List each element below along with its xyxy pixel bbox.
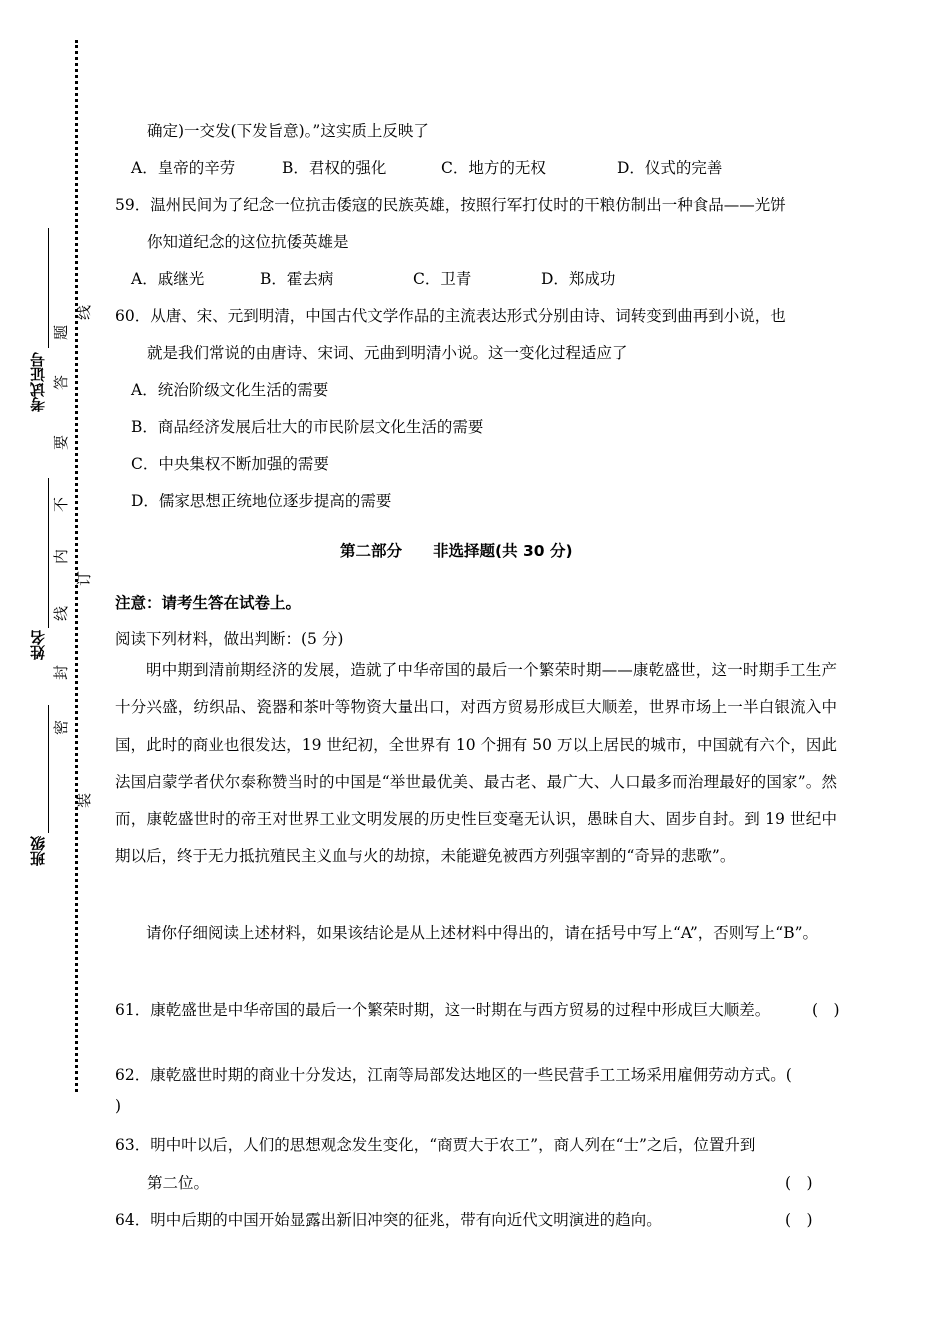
name-label: 姓名 (29, 630, 47, 660)
q62-answer-blank-tail[interactable]: ) (115, 1097, 122, 1115)
q60-option-d: D．儒家思想正统地位逐步提高的需要 (131, 492, 392, 510)
q60-option-c: C．中央集权不断加强的需要 (131, 455, 329, 473)
binding-dotted-line (75, 40, 78, 1092)
class-underline (48, 705, 49, 833)
q60-stem-line1: 60．从唐、宋、元到明清，中国古代文学作品的主流表达形式分别由诗、词转变到曲再到小说，也 (115, 307, 786, 325)
q59-stem-line1: 59．温州民间为了纪念一位抗击倭寇的民族英雄，按照行军打仗时的干粮仿制出一种食品——光饼 (115, 196, 786, 214)
q58-option-a: A．皇帝的辛劳 (131, 159, 236, 177)
seal-char: 密 (52, 719, 71, 736)
part2-material: 明中期到清前期经济的发展，造就了中华帝国的最后一个繁荣时期——康乾盛世，这一时期手工生产十分兴盛，纺织品、瓷器和茶叶等物资大量出口，对西方贸易形成巨大顺差，世界市场上一半白银流入中国，此时的商业也很发达，19 世纪初，全世界有 10 个拥有 50 万以上居民的城市，中国就有六个，因此法国启蒙学者伏尔泰称赞当时的中国是“举世最优美、最古老、最广大、人口最多而治理最好的国家”。然而，康乾盛世时的帝王对世界工业文明发展的历史性巨变毫无认识，愚昧自大、固步自封。到 19 世纪中期以后，终于无力抵抗殖民主义血与火的劫掠，未能避免被西方列强宰割的“奇异的悲歌”。 (115, 661, 837, 866)
q60-option-b: B．商品经济发展后壮大的市民阶层文化生活的需要 (131, 418, 484, 436)
q59-option-b: B．霍去病 (260, 270, 334, 288)
seal-char: 封 (52, 664, 71, 681)
q58-continuation: 确定)一交发(下发旨意)。”这实质上反映了 (147, 122, 429, 140)
q61-answer-blank[interactable]: ( ) (812, 1001, 840, 1019)
name-underline (48, 478, 49, 628)
seal-char: 不 (52, 496, 71, 513)
class-label: 班级 (29, 836, 47, 866)
seal-char: 线 (75, 304, 94, 321)
part2-note: 注意：请考生答在试卷上。 (115, 594, 302, 612)
q60-option-a: A．统治阶级文化生活的需要 (131, 381, 329, 399)
q64-statement: 64．明中后期的中国开始显露出新旧冲突的征兆，带有向近代文明演进的趋向。 (115, 1211, 662, 1229)
seal-char: 订 (75, 570, 94, 587)
q64-answer-blank[interactable]: ( ) (785, 1211, 813, 1229)
q59-stem-line2: 你知道纪念的这位抗倭英雄是 (147, 233, 349, 251)
seal-char: 线 (52, 605, 71, 622)
q62-statement: 62．康乾盛世时期的商业十分发达，江南等局部发达地区的一些民营手工工场采用雇佣劳动方式。( (115, 1066, 792, 1084)
exam-id-underline (48, 228, 49, 348)
q63-statement-line2: 第二位。 (147, 1174, 210, 1192)
q58-option-b: B．君权的强化 (282, 159, 387, 177)
seal-char: 答 (52, 374, 71, 391)
q63-answer-blank[interactable]: ( ) (785, 1174, 813, 1192)
q59-option-a: A．戚继光 (131, 270, 205, 288)
q60-stem-line2: 就是我们常说的由唐诗、宋词、元曲到明清小说。这一变化过程适应了 (147, 344, 628, 362)
seal-char: 装 (75, 792, 94, 809)
q63-statement-line1: 63．明中叶以后，人们的思想观念发生变化，“商贾大于农工”，商人列在“士”之后，位置升到 (115, 1136, 756, 1154)
seal-char: 题 (52, 324, 71, 341)
q58-option-c: C．地方的无权 (441, 159, 546, 177)
exam-id-label: 考试证号 (29, 352, 47, 412)
q58-option-d: D．仪式的完善 (617, 159, 723, 177)
seal-char: 要 (52, 434, 71, 451)
q61-statement: 61．康乾盛世是中华帝国的最后一个繁荣时期，这一时期在与西方贸易的过程中形成巨大顺差。 (115, 1001, 771, 1019)
part2-title: 第二部分 非选择题(共 30 分) (340, 542, 573, 560)
q59-option-c: C．卫青 (413, 270, 472, 288)
part2-direction: 请你仔细阅读上述材料，如果该结论是从上述材料中得出的，请在括号中写上“A”，否则写上“B”。 (146, 924, 819, 942)
part2-instruction: 阅读下列材料，做出判断：(5 分) (115, 630, 344, 648)
seal-char: 内 (52, 548, 71, 565)
q59-option-d: D．郑成功 (541, 270, 616, 288)
